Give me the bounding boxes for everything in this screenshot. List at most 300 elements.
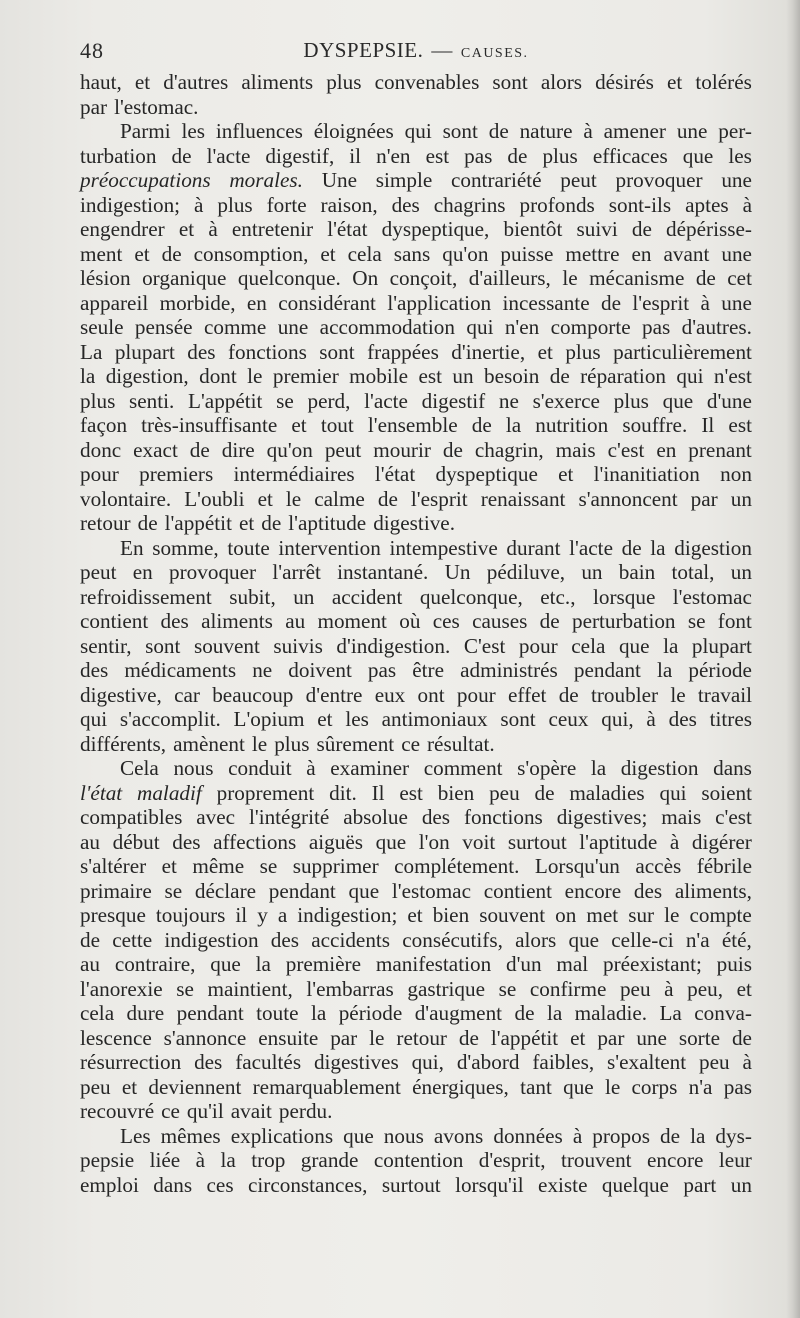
word: ceux bbox=[548, 707, 589, 731]
word: amènent bbox=[173, 731, 245, 756]
word: d'un bbox=[505, 952, 542, 976]
word: encore bbox=[564, 878, 622, 903]
word: facultés bbox=[235, 1050, 302, 1074]
word: l'esprit bbox=[632, 290, 690, 315]
page-header bbox=[80, 38, 752, 68]
word: compatibles bbox=[80, 805, 183, 829]
word: et bbox=[178, 217, 195, 241]
word: ce bbox=[401, 731, 420, 756]
word: comporte bbox=[550, 315, 631, 339]
word: en bbox=[246, 290, 267, 315]
word: affections bbox=[213, 829, 297, 854]
word: est bbox=[418, 364, 442, 388]
word: différents, bbox=[80, 731, 167, 756]
word: données bbox=[493, 1123, 563, 1148]
word: de bbox=[80, 927, 100, 952]
word: instantané. bbox=[337, 560, 429, 584]
word: subit, bbox=[229, 584, 276, 609]
word: absolue bbox=[343, 805, 408, 829]
word: début bbox=[112, 829, 160, 854]
word: dit. bbox=[329, 780, 357, 805]
word: préexistant; bbox=[603, 952, 702, 976]
word: peut bbox=[560, 168, 597, 192]
word: la bbox=[663, 633, 679, 658]
word: d'abord bbox=[456, 1050, 520, 1074]
word: le bbox=[562, 266, 578, 290]
word: intempestive bbox=[389, 535, 498, 560]
word: mais bbox=[661, 805, 702, 829]
word: contrariété bbox=[450, 168, 542, 192]
word: perd, bbox=[307, 388, 351, 413]
word: digestive, bbox=[80, 682, 162, 707]
word: où bbox=[399, 609, 421, 633]
word: il bbox=[235, 903, 248, 927]
word: confirme bbox=[529, 976, 607, 1001]
word: que bbox=[375, 829, 407, 854]
word: sûrement bbox=[316, 731, 395, 756]
word: fébrile bbox=[696, 854, 752, 878]
word: conçoit, bbox=[389, 266, 458, 290]
word: l'acte bbox=[364, 388, 408, 413]
word: et bbox=[291, 413, 307, 437]
word: digestive. bbox=[373, 511, 455, 535]
word: maladies bbox=[569, 780, 645, 805]
word: avant bbox=[663, 241, 710, 266]
word: car bbox=[174, 682, 200, 707]
word: y bbox=[257, 903, 268, 927]
word: le bbox=[604, 1074, 621, 1099]
word: l'acte bbox=[569, 535, 613, 560]
paragraph bbox=[80, 119, 752, 536]
word: le bbox=[664, 903, 680, 927]
running-head-section: CAUSES. bbox=[460, 46, 529, 61]
word: n'a bbox=[685, 927, 710, 952]
word: refroidissement bbox=[80, 584, 212, 609]
word: peu bbox=[619, 976, 651, 1001]
word: peut bbox=[324, 437, 362, 462]
word: dépérisse- bbox=[666, 217, 752, 241]
text-line bbox=[80, 1124, 752, 1149]
word: période bbox=[338, 1001, 403, 1025]
word: ces bbox=[432, 609, 460, 633]
word: se bbox=[498, 976, 517, 1001]
word: plupart bbox=[114, 339, 175, 364]
page-number: 48 bbox=[80, 38, 104, 63]
word: tout bbox=[320, 413, 354, 437]
word: trop bbox=[251, 1148, 286, 1172]
word: période bbox=[688, 658, 752, 682]
word: l'ensemble bbox=[367, 413, 458, 437]
running-head-separator: — bbox=[431, 38, 453, 62]
text-line bbox=[80, 266, 752, 291]
word: est bbox=[399, 780, 423, 805]
text-line bbox=[80, 1173, 752, 1198]
word: travail bbox=[697, 682, 752, 707]
word: aliments bbox=[201, 609, 273, 633]
text-line bbox=[80, 1099, 752, 1124]
word: s'exerce bbox=[532, 388, 600, 413]
word: pensée bbox=[134, 315, 193, 339]
word: considérant bbox=[278, 290, 376, 315]
word: consécutifs, bbox=[402, 927, 503, 952]
word: fonctions bbox=[227, 339, 307, 364]
word: provoquer bbox=[169, 560, 257, 584]
word: une bbox=[721, 290, 752, 315]
word: appareil bbox=[80, 290, 149, 315]
word: pour bbox=[456, 682, 496, 707]
word: se bbox=[276, 388, 294, 413]
word: antimoniaux bbox=[381, 707, 488, 731]
word: calme bbox=[314, 486, 365, 511]
word: peu, bbox=[687, 976, 724, 1001]
word: de bbox=[534, 780, 555, 805]
word: qui bbox=[404, 119, 432, 143]
word: des bbox=[633, 878, 663, 903]
word: d'inertie, bbox=[451, 339, 526, 364]
word: a bbox=[277, 903, 288, 927]
word: presque bbox=[80, 903, 146, 927]
word: L'oubli bbox=[184, 486, 245, 511]
word: est bbox=[425, 143, 450, 168]
word: de bbox=[600, 290, 621, 315]
word: qui bbox=[659, 780, 687, 805]
word: c'est bbox=[715, 805, 752, 829]
word: avec bbox=[196, 805, 236, 829]
word: indigestion; bbox=[297, 903, 398, 927]
text-line bbox=[80, 291, 752, 316]
word: s'accomplit. bbox=[119, 707, 221, 731]
word: et bbox=[121, 1074, 138, 1099]
word: n'en bbox=[504, 315, 540, 339]
word: retour bbox=[396, 1025, 447, 1050]
text-line bbox=[80, 952, 752, 977]
text-line bbox=[80, 732, 752, 757]
word: qu'on bbox=[442, 241, 489, 266]
word: leur bbox=[718, 1148, 752, 1172]
word: l'intégrité bbox=[248, 805, 330, 829]
word: senti. bbox=[129, 388, 175, 413]
word: le bbox=[251, 731, 268, 756]
word: l'appétit bbox=[164, 511, 232, 535]
word: perdu. bbox=[278, 1099, 333, 1123]
word: des bbox=[270, 927, 300, 952]
word: ces bbox=[206, 1172, 234, 1197]
word: conva- bbox=[694, 1001, 752, 1025]
word: l'état bbox=[80, 780, 123, 805]
word: en bbox=[132, 560, 153, 584]
word: résultat. bbox=[427, 731, 495, 756]
word: fonctions bbox=[463, 805, 543, 829]
word: pas bbox=[642, 315, 671, 339]
word: à bbox=[646, 707, 656, 731]
text-line bbox=[80, 511, 752, 536]
word: la bbox=[255, 952, 271, 976]
word: trouvent bbox=[560, 1148, 632, 1172]
word: pédiluve, bbox=[486, 560, 566, 584]
word: s'annoncent bbox=[578, 486, 678, 511]
word: d'augment bbox=[414, 1001, 503, 1025]
word: frappées bbox=[367, 339, 439, 364]
word: consomption, bbox=[193, 241, 309, 266]
word: et bbox=[570, 1025, 586, 1050]
word: être bbox=[412, 658, 445, 682]
text-line bbox=[80, 1050, 752, 1075]
word: l'état bbox=[374, 462, 416, 486]
running-head bbox=[80, 38, 752, 63]
word: est bbox=[728, 413, 752, 437]
word: examiner bbox=[330, 756, 410, 780]
text-line bbox=[80, 609, 752, 634]
word: déclare bbox=[194, 878, 257, 903]
word: chagrin, bbox=[474, 437, 544, 462]
word: pas bbox=[464, 143, 493, 168]
word: toute bbox=[227, 535, 270, 560]
word: plus bbox=[274, 731, 310, 756]
word: que bbox=[343, 1123, 374, 1148]
word: l'arrêt bbox=[272, 560, 321, 584]
word: de bbox=[514, 1001, 535, 1025]
word: d'entre bbox=[305, 682, 363, 707]
text-line bbox=[80, 805, 752, 830]
word: maladie. bbox=[574, 1001, 648, 1025]
word: d'ailleurs, bbox=[468, 266, 551, 290]
text-line bbox=[80, 413, 752, 438]
word: et bbox=[161, 854, 177, 878]
word: cet bbox=[727, 266, 752, 290]
word: simple bbox=[375, 168, 433, 192]
word: digestives; bbox=[556, 805, 648, 829]
word: de bbox=[471, 413, 492, 437]
body-text bbox=[80, 70, 752, 1197]
word: et bbox=[134, 70, 151, 94]
word: façon bbox=[80, 413, 128, 437]
word: qui, bbox=[601, 707, 634, 731]
word: lorsqu'il bbox=[455, 1172, 524, 1197]
word: l'anorexie bbox=[80, 976, 163, 1001]
word: titres bbox=[709, 707, 752, 731]
word: Il bbox=[701, 413, 715, 437]
word: se bbox=[164, 878, 183, 903]
word: que bbox=[210, 952, 241, 976]
word: entretenir bbox=[231, 217, 314, 241]
text-line bbox=[80, 928, 752, 953]
word: ment bbox=[80, 241, 123, 266]
word: alors bbox=[515, 927, 557, 952]
word: une bbox=[676, 119, 708, 143]
word: lorsque bbox=[592, 584, 656, 609]
word: contient bbox=[80, 609, 149, 633]
word: par bbox=[597, 1025, 625, 1050]
word: un bbox=[293, 584, 315, 609]
word: que bbox=[682, 143, 714, 168]
word: peut bbox=[80, 560, 117, 584]
word: tolérés bbox=[695, 70, 752, 94]
word: d'autres bbox=[163, 70, 229, 94]
word: ce bbox=[161, 1099, 180, 1123]
word: emploi bbox=[80, 1172, 139, 1197]
word: manifestation bbox=[375, 952, 492, 976]
word: C'est bbox=[463, 633, 506, 658]
word: dans bbox=[153, 1172, 193, 1197]
word: une bbox=[636, 1025, 667, 1050]
text-line bbox=[80, 438, 752, 463]
word: digestives bbox=[313, 1050, 399, 1074]
word: cela bbox=[347, 241, 382, 266]
text-line bbox=[80, 1148, 752, 1173]
word: pas bbox=[723, 1074, 752, 1099]
word: plus bbox=[80, 388, 116, 413]
word: accommodation bbox=[319, 315, 455, 339]
word: que bbox=[568, 927, 600, 952]
word: intermédiaires bbox=[233, 462, 355, 486]
word: que bbox=[348, 878, 380, 903]
word: et bbox=[407, 903, 423, 927]
word: digestion bbox=[674, 535, 752, 560]
text-line bbox=[80, 903, 752, 928]
text-line bbox=[80, 1075, 752, 1100]
word: bientôt bbox=[503, 217, 563, 241]
word: de bbox=[621, 535, 642, 560]
word: et bbox=[736, 976, 752, 1001]
word: premier bbox=[272, 364, 339, 388]
text-line bbox=[80, 193, 752, 218]
word: un bbox=[730, 486, 752, 511]
word: cette bbox=[112, 927, 153, 952]
word: souvent bbox=[193, 633, 260, 658]
word: durant bbox=[506, 535, 561, 560]
text-line bbox=[80, 487, 752, 512]
word: Il bbox=[371, 780, 385, 805]
word: le bbox=[670, 682, 686, 707]
word: les bbox=[728, 143, 752, 168]
word: deviennent bbox=[148, 1074, 242, 1099]
word: accident bbox=[331, 584, 403, 609]
word: contention bbox=[373, 1148, 464, 1172]
word: Lorsqu'un bbox=[534, 854, 620, 878]
word: la bbox=[505, 413, 522, 437]
word: aliments, bbox=[674, 878, 752, 903]
word: d'autres. bbox=[681, 315, 752, 339]
word: Cela bbox=[120, 756, 159, 780]
word: intervention bbox=[278, 535, 381, 560]
word: amener bbox=[603, 119, 666, 143]
word: La bbox=[80, 339, 103, 364]
word: ne bbox=[498, 388, 519, 413]
word: de bbox=[161, 241, 182, 266]
word: par bbox=[330, 1025, 358, 1050]
word: exact bbox=[133, 437, 178, 462]
word: il bbox=[349, 143, 362, 168]
word: chagrins bbox=[433, 192, 506, 217]
word: que bbox=[662, 388, 694, 413]
word: besoin bbox=[483, 364, 540, 388]
word: un bbox=[730, 1172, 752, 1197]
word: bien bbox=[432, 903, 470, 927]
word: sentir, bbox=[80, 633, 132, 658]
word: pendant bbox=[176, 1001, 244, 1025]
word: de bbox=[731, 1025, 752, 1050]
word: sont bbox=[319, 339, 355, 364]
word: encore bbox=[647, 1148, 704, 1172]
word: total, bbox=[671, 560, 715, 584]
word: que bbox=[618, 633, 650, 658]
word: quelque bbox=[601, 1172, 669, 1197]
word: contraire, bbox=[114, 952, 196, 976]
word: plupart bbox=[691, 633, 752, 658]
word: même bbox=[192, 854, 245, 878]
word: à bbox=[572, 1123, 583, 1148]
word: digérer bbox=[691, 829, 752, 854]
word: plus bbox=[217, 192, 253, 217]
word: Une bbox=[321, 168, 357, 192]
word: On bbox=[352, 266, 379, 290]
word: par bbox=[80, 94, 108, 119]
word: sont bbox=[442, 119, 478, 143]
word: convenables bbox=[374, 70, 480, 94]
word: qui bbox=[676, 364, 704, 388]
word: surtout bbox=[507, 829, 567, 854]
word: de bbox=[458, 1025, 479, 1050]
word: Parmi bbox=[120, 119, 171, 143]
word: la bbox=[220, 1148, 236, 1172]
word: cela bbox=[80, 1001, 115, 1025]
word: d'indigestion. bbox=[336, 633, 451, 658]
word: et bbox=[317, 707, 333, 731]
word: à bbox=[208, 217, 218, 241]
word: digestion, bbox=[105, 364, 189, 388]
paragraph bbox=[80, 536, 752, 757]
word: dyspeptique bbox=[435, 462, 538, 486]
word: n'est bbox=[713, 364, 752, 388]
word: donc bbox=[80, 437, 122, 462]
word: dans bbox=[713, 756, 752, 780]
word: énergiques, bbox=[412, 1074, 509, 1099]
word: toute bbox=[256, 1001, 299, 1025]
word: beaucoup bbox=[212, 682, 294, 707]
word: doivent bbox=[288, 658, 352, 682]
word: l'application bbox=[387, 290, 492, 315]
word: aiguës bbox=[308, 829, 363, 854]
word: au bbox=[80, 829, 100, 854]
word: mourir bbox=[373, 437, 431, 462]
text-line bbox=[80, 536, 752, 561]
word: profonds bbox=[519, 192, 595, 217]
word: ont bbox=[417, 682, 445, 707]
paragraph bbox=[80, 1124, 752, 1198]
word: des bbox=[421, 805, 451, 829]
text-line bbox=[80, 1026, 752, 1051]
word: part bbox=[683, 1172, 717, 1197]
word: sur bbox=[628, 903, 655, 927]
word: mobile bbox=[349, 364, 409, 388]
word: lescence bbox=[80, 1025, 152, 1050]
word: L'appétit bbox=[188, 388, 263, 413]
word: perturbation bbox=[571, 609, 676, 633]
word: au bbox=[80, 952, 100, 976]
word: un bbox=[730, 560, 752, 584]
word: peu bbox=[699, 1050, 730, 1074]
word: préoccupations bbox=[80, 168, 211, 192]
word: une bbox=[277, 315, 309, 339]
text-line bbox=[80, 781, 752, 806]
word: à bbox=[664, 976, 674, 1001]
word: gastrique bbox=[407, 976, 486, 1001]
word: nutrition bbox=[535, 413, 609, 437]
word: au bbox=[285, 609, 306, 633]
word: grande bbox=[300, 1148, 359, 1172]
word: de bbox=[137, 511, 158, 535]
word: en bbox=[631, 241, 652, 266]
